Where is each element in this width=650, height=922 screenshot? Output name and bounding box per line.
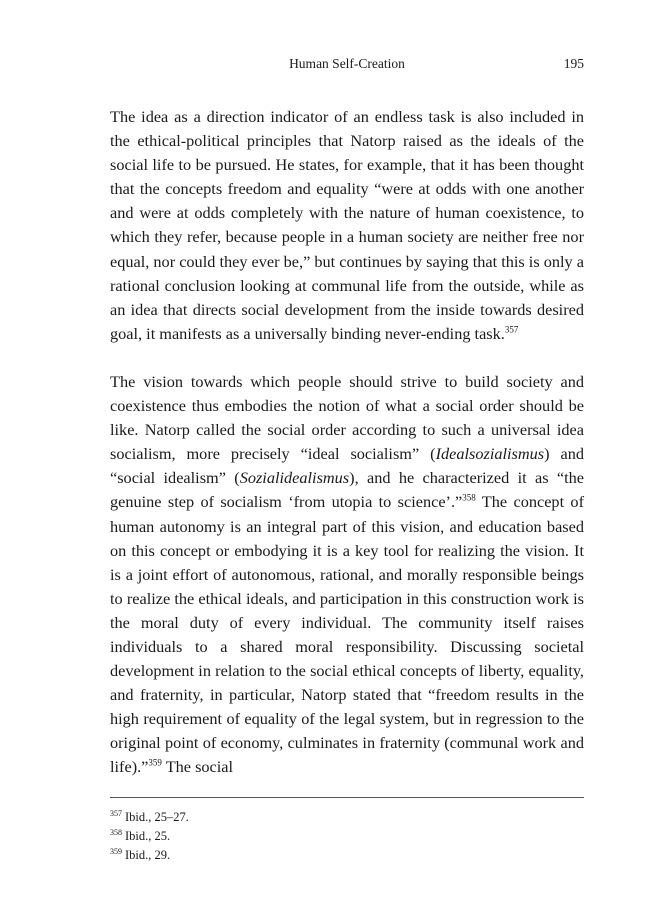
footnote-reference: 358 (462, 492, 476, 503)
page-number: 195 (563, 56, 584, 71)
footnote-divider (110, 797, 584, 798)
footnote-text: Ibid., 25. (125, 829, 171, 843)
footnote (110, 808, 584, 827)
text-run: The idea as a direction indicator of an endless task is also included in the ethical-political principles that Natorp raised as the ideals of the social life to be pursued. He states, for example, that it has been thought that the concepts freedom and equality “were at odds with one another and were at odds completely with the nature of human coexistence, to which they refer, because people in a human society are neither free nor equal, nor could they ever be,” but continues by saying that this is only a rational conclusion looking at communal life from the outside, while as an idea that directs social development from the inside towards desired goal, it manifests as a universally binding never-ending task. (110, 107, 584, 343)
footnote-number: 357 (110, 808, 122, 818)
footnote-number: 358 (110, 827, 122, 837)
paragraph (110, 105, 584, 346)
footnote (110, 827, 584, 846)
text-run: ), and he characterized it as “the genuine step of socialism ‘from utopia to science’.” (110, 468, 584, 512)
body-text (110, 105, 584, 780)
running-title: Human Self-Creation (289, 56, 405, 71)
footnote-reference: 357 (504, 324, 519, 335)
text-run: ) and “social idealism” ( (110, 444, 585, 488)
footnote-text: Ibid., 25–27. (125, 810, 189, 824)
text-run: The social (161, 757, 234, 777)
footnotes (110, 808, 584, 865)
footnote-text: Ibid., 29. (125, 848, 171, 862)
footnote (110, 846, 584, 865)
footnote-reference: 359 (148, 758, 162, 769)
footnote-number: 359 (110, 846, 122, 856)
text-run: The concept of human autonomy is an integral part of this vision, and education based on this concept or embodying it is a key tool for realizing the vision. It is a joint effort of autonomous, rational, and morally responsible beings to realize the ethical ideals, and participation in this construction work is the moral duty of every individual. The community itself raises individuals to a shared moral responsibility. Discussing societal development in relation to the social ethical concepts of liberty, equality, and fraternity, in particular, Natorp stated that “freedom results in the high requirement of equality of the legal system, but in regression to the original point of economy, culminates in fraternity (communal work and life).” (110, 492, 584, 777)
italic-term: Idealsozialismus (435, 444, 545, 464)
paragraph (110, 370, 584, 780)
italic-term: Sozialidealismus (239, 468, 350, 488)
running-head (110, 56, 584, 74)
text-run: The vision towards which people should strive to build society and coexistence thus embodies the notion of what a social order should be like. Natorp called the social order according to such a universal idea socialism, more precisely “ideal socialism” ( (110, 371, 584, 464)
